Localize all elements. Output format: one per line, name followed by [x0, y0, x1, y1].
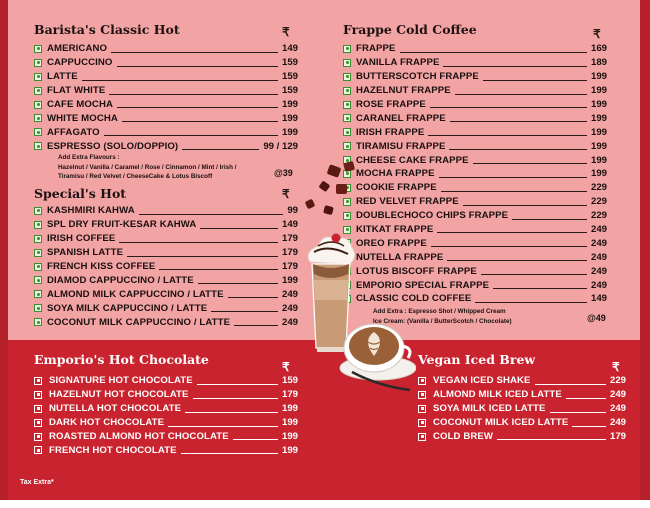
item-name: HAZELNUT FRAPPE [356, 85, 451, 97]
item-name: FLAT WHITE [47, 85, 106, 97]
item-price: 199 [590, 99, 607, 110]
price-leader-line [168, 426, 278, 427]
item-name: KASHMIRI KAHWA [47, 205, 135, 217]
extra-line: Hazelnut / Vanilla / Caramel / Rose / Cinnamon / Mint / Irish / [58, 163, 237, 171]
veg-mark-icon [34, 114, 42, 122]
veg-mark-icon [343, 114, 351, 122]
veg-mark-icon [34, 101, 42, 109]
bullet-icon [418, 433, 426, 441]
menu-item [343, 56, 607, 70]
chocolate-pieces-icon [305, 161, 355, 215]
veg-mark-icon [34, 87, 42, 95]
section-vegan-iced-brew [418, 352, 626, 452]
price-leader-line [481, 274, 587, 275]
bullet-icon [418, 419, 426, 427]
item-price: 199 [281, 274, 298, 286]
item-name: KITKAT FRAPPE [356, 224, 434, 236]
menu-item [34, 273, 298, 287]
price-leader-line [437, 232, 587, 233]
rupee-icon: ₹ [593, 27, 601, 41]
item-name: TIRAMISU FRAPPE [356, 140, 446, 152]
item-price: 249 [281, 302, 298, 314]
item-price: 179 [281, 233, 298, 245]
price-leader-line [185, 412, 278, 413]
item-price: 179 [281, 247, 298, 259]
price-leader-line [233, 439, 278, 440]
price-leader-line [117, 107, 278, 108]
item-name: ROASTED ALMOND HOT CHOCOLATE [49, 431, 229, 442]
price-leader-line [512, 219, 587, 220]
item-name: ROSE FRAPPE [356, 99, 426, 110]
menu-item [418, 388, 626, 402]
item-price: 179 [281, 261, 298, 272]
bullet-icon [34, 405, 42, 413]
menu-item [34, 218, 298, 232]
price-leader-line [566, 398, 606, 399]
price-leader-line [431, 246, 587, 247]
menu-item [34, 287, 298, 301]
item-name: CARANEL FRAPPE [356, 112, 446, 124]
section-title: Special's Hot [34, 186, 127, 201]
item-price: 229 [590, 196, 607, 208]
item-price: 179 [609, 431, 626, 442]
menu-item [34, 416, 298, 430]
menu-item [343, 70, 607, 84]
item-name: FRENCH KISS COFFEE [47, 261, 156, 272]
price-leader-line [463, 205, 587, 206]
tax-note: Tax Extra* [20, 479, 54, 486]
item-price: 199 [281, 417, 298, 429]
price-leader-line [450, 121, 587, 122]
item-name: DOUBLECHOCO CHIPS FRAPPE [356, 210, 509, 222]
menu-item [418, 374, 626, 388]
section-specials-hot [34, 186, 298, 331]
menu-item [418, 430, 626, 444]
item-name: NUTELLA FRAPPE [356, 251, 444, 263]
item-price: 249 [590, 279, 607, 291]
item-name: HAZELNUT HOT CHOCOLATE [49, 389, 189, 401]
veg-mark-icon [34, 73, 42, 81]
price-leader-line [122, 121, 278, 122]
item-price: 199 [281, 444, 298, 456]
price-leader-line [455, 94, 587, 95]
item-price: 149 [281, 219, 298, 231]
item-price: 249 [590, 265, 607, 277]
menu-item [34, 443, 298, 457]
price-leader-line [211, 311, 278, 312]
item-price: 159 [281, 71, 298, 83]
bullet-icon [34, 377, 42, 385]
menu-item [34, 56, 298, 70]
item-name: EMPORIO SPECIAL FRAPPE [356, 279, 490, 291]
veg-mark-icon [343, 73, 351, 81]
item-name: SPANISH LATTE [47, 247, 124, 259]
price-leader-line [475, 302, 587, 303]
item-name: NUTELLA HOT CHOCOLATE [49, 403, 182, 415]
veg-mark-icon [34, 128, 42, 136]
section-title: Frappe Cold Coffee [343, 22, 477, 37]
menu-item [343, 125, 607, 139]
price-leader-line [572, 426, 606, 427]
item-price: 199 [590, 126, 607, 138]
item-price: 249 [281, 288, 298, 300]
price-leader-line [181, 453, 278, 454]
item-name: AMERICANO [47, 43, 108, 55]
item-price: 99 / 129 [263, 140, 298, 152]
item-name: IRISH COFFEE [47, 233, 116, 245]
veg-mark-icon [343, 128, 351, 136]
veg-mark-icon [343, 59, 351, 67]
section-title: Vegan Iced Brew [418, 352, 536, 367]
price-leader-line [473, 163, 587, 164]
item-name: ALMOND MILK CAPPUCCINO / LATTE [47, 288, 224, 300]
coffee-illustration [298, 160, 416, 400]
menu-item [34, 125, 298, 139]
item-name: ALMOND MILK ICED LATTE [433, 389, 562, 401]
item-price: 149 [590, 293, 607, 305]
menu-item [34, 70, 298, 84]
price-leader-line [430, 107, 587, 108]
extra-line: Ice Cream: (Vanilla / ButterScotch / Chocolate) [373, 317, 512, 325]
bullet-icon [418, 405, 426, 413]
item-name: SPL DRY FRUIT-KESAR KAHWA [47, 219, 197, 231]
menu-item [34, 260, 298, 274]
price-leader-line [497, 439, 606, 440]
item-price: 189 [590, 57, 607, 69]
item-price: 199 [281, 126, 298, 138]
bullet-icon [34, 391, 42, 399]
price-leader-line [127, 256, 278, 257]
veg-mark-icon [34, 263, 42, 271]
item-name: LATTE [47, 71, 78, 83]
veg-mark-icon [34, 249, 42, 257]
menu-item [34, 111, 298, 125]
extra-heading: Add Extra Flavours : [58, 154, 120, 161]
item-name: CHEESE CAKE FRAPPE [356, 154, 469, 166]
veg-mark-icon [343, 142, 351, 150]
menu-item [34, 315, 298, 329]
menu-item [34, 98, 298, 112]
veg-mark-icon [343, 45, 351, 53]
menu-item [34, 402, 298, 416]
item-name: CAFE MOCHA [47, 99, 114, 110]
item-price: 199 [590, 168, 607, 180]
item-name: OREO FRAPPE [356, 237, 427, 249]
price-leader-line [443, 66, 587, 67]
item-name: SOYA MILK ICED LATTE [433, 403, 546, 415]
bullet-icon [418, 391, 426, 399]
menu-item [34, 42, 298, 56]
price-leader-line [200, 228, 278, 229]
bullet-icon [34, 419, 42, 427]
veg-mark-icon [34, 290, 42, 298]
price-leader-line [228, 297, 278, 298]
menu-item [418, 402, 626, 416]
item-price: 199 [590, 112, 607, 124]
veg-mark-icon [34, 207, 42, 215]
price-leader-line [234, 325, 278, 326]
rupee-icon: ₹ [612, 360, 620, 374]
extra-price: @49 [587, 313, 606, 323]
bullet-icon [34, 446, 42, 454]
item-name: ESPRESSO (SOLO/DOPPIO) [47, 140, 179, 152]
price-leader-line [109, 94, 278, 95]
section-title: Barista's Classic Hot [34, 22, 180, 37]
veg-mark-icon [34, 142, 42, 150]
item-price: 229 [590, 182, 607, 194]
menu-item [343, 111, 607, 125]
price-leader-line [447, 260, 587, 261]
bullet-icon [418, 377, 426, 385]
price-leader-line [193, 398, 278, 399]
rupee-icon: ₹ [282, 25, 290, 39]
item-name: SIGNATURE HOT CHOCOLATE [49, 375, 193, 387]
right-border [640, 0, 650, 508]
extra-flavours-note [58, 153, 298, 182]
item-price: 149 [281, 43, 298, 55]
menu-item [34, 430, 298, 444]
veg-mark-icon [34, 59, 42, 67]
price-leader-line [449, 149, 587, 150]
item-price: 159 [281, 375, 298, 387]
item-price: 199 [281, 99, 298, 110]
item-price: 199 [590, 71, 607, 83]
extra-line: Add Extra : Espresso Shot / Whipped Cream [373, 308, 506, 315]
menu-item [34, 374, 298, 388]
item-price: 249 [609, 403, 626, 415]
item-price: 199 [590, 140, 607, 152]
item-name: COOKIE FRAPPE [356, 182, 437, 194]
veg-mark-icon [34, 276, 42, 284]
price-leader-line [550, 412, 606, 413]
menu-item [34, 232, 298, 246]
price-leader-line [139, 214, 284, 215]
menu-item [343, 84, 607, 98]
veg-mark-icon [343, 101, 351, 109]
item-name: MOCHA FRAPPE [356, 168, 435, 180]
price-leader-line [441, 191, 587, 192]
veg-mark-icon [34, 235, 42, 243]
item-name: WHITE MOCHA [47, 112, 118, 124]
price-leader-line [493, 288, 587, 289]
price-leader-line [119, 242, 278, 243]
item-price: 229 [590, 210, 607, 222]
item-name: COLD BREW [433, 431, 494, 442]
item-price: 249 [609, 389, 626, 401]
rupee-icon: ₹ [282, 187, 290, 201]
item-name: BUTTERSCOTCH FRAPPE [356, 71, 479, 83]
price-leader-line [82, 80, 278, 81]
price-leader-line [111, 52, 278, 53]
rupee-icon: ₹ [282, 360, 290, 374]
item-name: COCONUT MILK CAPPUCCINO / LATTE [47, 316, 231, 328]
bullet-icon [34, 433, 42, 441]
menu-item [418, 416, 626, 430]
menu-item [343, 98, 607, 112]
frappe-glass-icon [308, 234, 354, 353]
item-name: VEGAN ICED SHAKE [433, 375, 531, 387]
price-leader-line [428, 135, 587, 136]
section-barista-classic-hot [34, 22, 298, 182]
menu-item [34, 139, 298, 153]
menu-item [34, 246, 298, 260]
menu-item [34, 204, 298, 218]
item-name: CAPPUCCINO [47, 57, 113, 69]
item-name: VANILLA FRAPPE [356, 57, 440, 69]
menu-item [34, 301, 298, 315]
extra-line: Tiramisu / Red Velvet / CheeseCake & Lotus Biscoff [58, 173, 213, 180]
price-leader-line [400, 52, 587, 53]
item-name: DIAMOD CAPPUCCINO / LATTE [47, 274, 194, 286]
item-price: 199 [281, 431, 298, 442]
item-name: IRISH FRAPPE [356, 126, 425, 138]
price-leader-line [159, 269, 278, 270]
menu-item [34, 388, 298, 402]
menu-item [34, 84, 298, 98]
veg-mark-icon [34, 221, 42, 229]
item-price: 249 [590, 237, 607, 249]
item-name: DARK HOT CHOCOLATE [49, 417, 165, 429]
price-leader-line [104, 135, 278, 136]
price-leader-line [197, 384, 278, 385]
price-leader-line [198, 283, 278, 284]
price-leader-line [483, 80, 587, 81]
item-price: 229 [609, 375, 626, 387]
section-title: Emporio's Hot Chocolate [34, 352, 209, 367]
left-border [0, 0, 8, 508]
section-hot-chocolate [34, 352, 298, 462]
item-name: RED VELVET FRAPPE [356, 196, 459, 208]
item-name: SOYA MILK CAPPUCCINO / LATTE [47, 302, 208, 314]
item-price: 169 [590, 43, 607, 55]
item-price: 199 [590, 85, 607, 97]
veg-mark-icon [343, 87, 351, 95]
item-price: 159 [281, 85, 298, 97]
item-price: 199 [281, 403, 298, 415]
item-name: COCONUT MILK ICED LATTE [433, 417, 569, 429]
item-price: 249 [590, 224, 607, 236]
coffee-cup-icon [340, 324, 416, 390]
item-price: 159 [281, 57, 298, 69]
item-price: 249 [609, 417, 626, 429]
veg-mark-icon [34, 304, 42, 312]
item-name: FRAPPE [356, 43, 396, 55]
item-price: 199 [590, 154, 607, 166]
veg-mark-icon [34, 45, 42, 53]
menu-item [343, 139, 607, 153]
item-price: 249 [590, 251, 607, 263]
extra-price: @39 [274, 168, 293, 178]
veg-mark-icon [34, 318, 42, 326]
bottom-border [0, 500, 650, 508]
item-price: 179 [281, 389, 298, 401]
price-leader-line [117, 66, 278, 67]
price-leader-line [439, 177, 587, 178]
item-name: AFFAGATO [47, 126, 100, 138]
item-price: 99 [287, 205, 298, 217]
item-price: 199 [281, 112, 298, 124]
menu-item [343, 42, 607, 56]
item-name: CLASSIC COLD COFFEE [356, 293, 472, 305]
item-price: 249 [281, 316, 298, 328]
price-leader-line [535, 384, 606, 385]
item-name: LOTUS BISCOFF FRAPPE [356, 265, 477, 277]
item-name: FRENCH HOT CHOCOLATE [49, 444, 177, 456]
price-leader-line [182, 149, 259, 150]
